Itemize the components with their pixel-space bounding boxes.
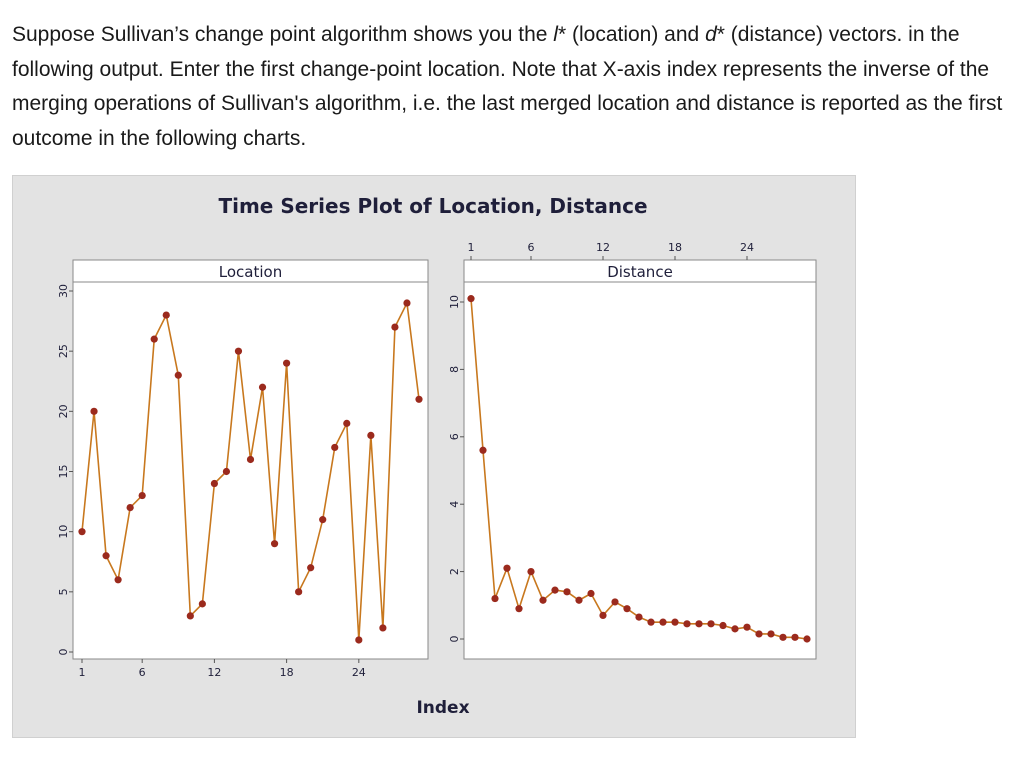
data-point-distance [575, 597, 582, 604]
y-tick-label: 2 [447, 568, 461, 576]
data-point-location [295, 588, 302, 595]
x-tick-label: 24 [740, 241, 754, 254]
data-point-distance [731, 625, 738, 632]
data-point-distance [803, 635, 810, 642]
data-point-distance [539, 597, 546, 604]
x-axis-title: Index [416, 698, 470, 718]
data-point-distance [599, 612, 606, 619]
panel-distance [448, 241, 816, 659]
question-text [12, 18, 1016, 156]
data-point-distance [671, 619, 678, 626]
x-tick-label: 18 [279, 666, 294, 679]
data-point-distance [755, 630, 762, 637]
data-point-location [90, 408, 97, 415]
data-point-location [151, 336, 158, 343]
data-point-distance [515, 605, 522, 612]
y-tick-label: 0 [447, 635, 461, 643]
question-part-2: * (location) and [557, 23, 706, 46]
y-tick-label: 8 [447, 365, 461, 373]
data-point-location [259, 384, 266, 391]
data-point-distance [503, 565, 510, 572]
data-point-location [102, 552, 109, 559]
x-tick-label: 6 [527, 241, 535, 254]
data-point-location [283, 360, 290, 367]
data-point-location [319, 516, 326, 523]
data-point-distance [563, 588, 570, 595]
data-point-distance [779, 634, 786, 641]
data-point-distance [587, 590, 594, 597]
data-point-location [271, 540, 278, 547]
data-point-location [391, 324, 398, 331]
question-part-3: * (distance) vectors. in the following output. Enter the first change-point location. Note that X-axis index represents the inverse of the merging operations of Sullivan's algorithm, i.e. the last merged location and distance is reported as the first outcome in the following charts. [12, 23, 1003, 150]
y-tick-label: 20 [56, 404, 70, 419]
data-point-location [415, 396, 422, 403]
y-tick-label: 4 [447, 500, 461, 508]
data-point-location [78, 528, 85, 535]
time-series-chart [13, 176, 855, 737]
data-point-location [211, 480, 218, 487]
y-tick-label: 6 [447, 433, 461, 441]
data-point-location [199, 600, 206, 607]
data-point-location [343, 420, 350, 427]
strip-label-location: Location [218, 263, 283, 281]
y-tick-label: 10 [447, 295, 461, 309]
data-point-distance [683, 620, 690, 627]
y-tick-label: 15 [56, 464, 70, 479]
data-point-distance [647, 619, 654, 626]
x-tick-label: 12 [207, 666, 222, 679]
data-point-distance [635, 613, 642, 620]
data-point-distance [743, 624, 750, 631]
data-point-location [127, 504, 134, 511]
chart-figure [12, 175, 856, 738]
y-tick-label: 0 [56, 648, 70, 656]
data-point-location [367, 432, 374, 439]
y-tick-label: 30 [56, 284, 70, 298]
data-point-distance [623, 605, 630, 612]
plot-area [73, 282, 428, 659]
data-point-location [403, 299, 410, 306]
data-point-distance [791, 634, 798, 641]
y-tick-label: 5 [56, 588, 70, 596]
data-point-distance [527, 568, 534, 575]
x-tick-label: 1 [467, 241, 475, 254]
strip-label-distance: Distance [607, 263, 673, 281]
y-tick-label: 10 [56, 524, 70, 539]
data-point-distance [695, 620, 702, 627]
data-point-distance [611, 598, 618, 605]
data-point-distance [707, 620, 714, 627]
data-point-distance [491, 595, 498, 602]
y-tick-label: 25 [56, 344, 70, 359]
data-point-location [307, 564, 314, 571]
data-point-distance [767, 630, 774, 637]
data-point-location [115, 576, 122, 583]
data-point-distance [659, 619, 666, 626]
data-point-distance [467, 295, 474, 302]
question-part-1: Suppose Sullivan’s change point algorithm shows you the [12, 23, 554, 46]
data-point-location [247, 456, 254, 463]
data-point-location [139, 492, 146, 499]
data-point-distance [551, 587, 558, 594]
plot-layer [57, 241, 816, 679]
data-point-location [331, 444, 338, 451]
data-point-location [175, 372, 182, 379]
data-point-location [379, 624, 386, 631]
x-tick-label: 12 [596, 241, 610, 254]
data-point-location [163, 311, 170, 318]
data-point-location [355, 636, 362, 643]
distance-symbol: d [705, 23, 717, 46]
data-point-distance [719, 622, 726, 629]
chart-title: Time Series Plot of Location, Distance [218, 194, 648, 218]
x-tick-label: 24 [351, 666, 366, 679]
data-point-location [187, 612, 194, 619]
data-point-distance [479, 447, 486, 454]
x-tick-label: 1 [78, 666, 86, 679]
x-tick-label: 6 [138, 666, 146, 679]
panel-location [57, 260, 428, 679]
data-point-location [223, 468, 230, 475]
data-point-location [235, 348, 242, 355]
location-symbol: l [553, 23, 558, 46]
x-tick-label: 18 [668, 241, 682, 254]
